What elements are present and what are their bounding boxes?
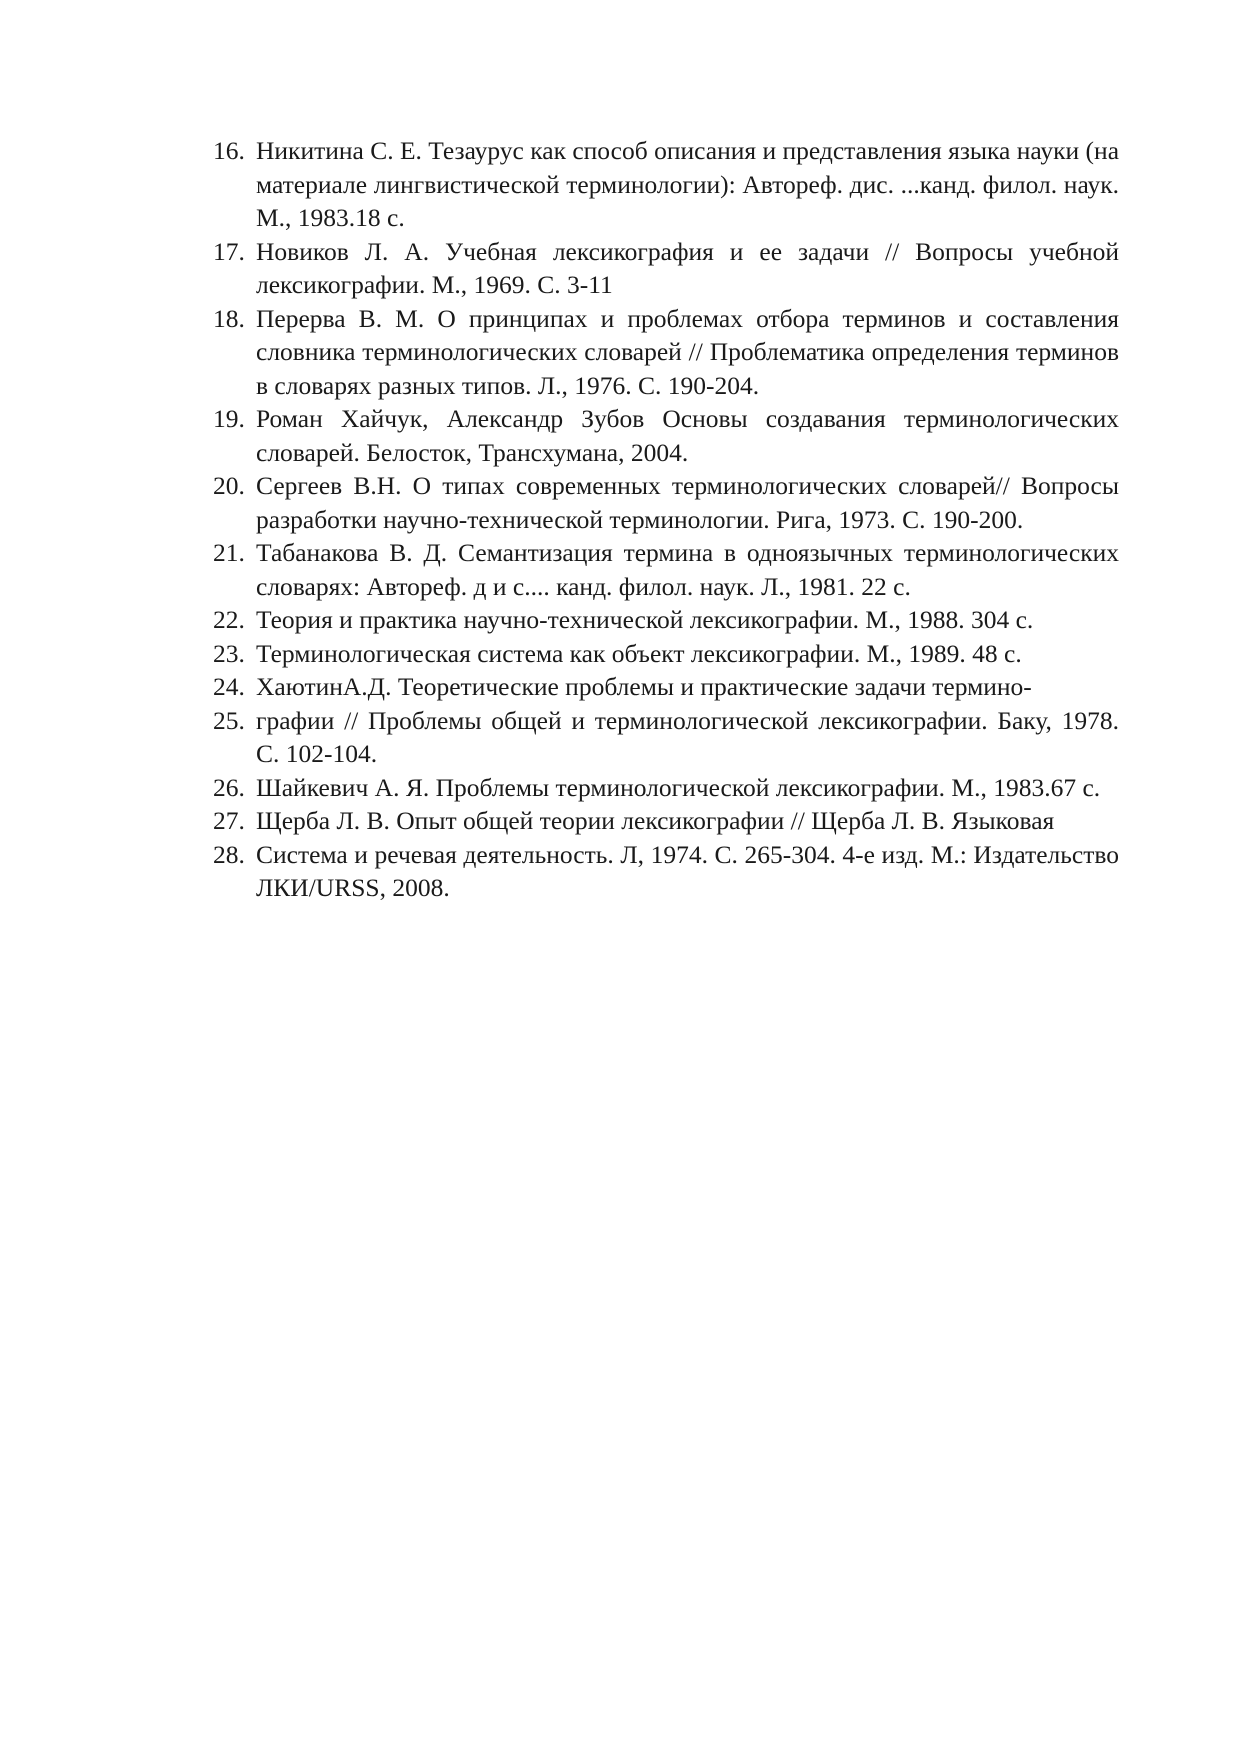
- reference-number: 20.: [213, 471, 245, 500]
- reference-item: [213, 536, 1119, 603]
- reference-item: [213, 804, 1119, 838]
- reference-item: [213, 838, 1119, 905]
- reference-number: 28.: [213, 839, 245, 869]
- reference-number: 17.: [213, 236, 245, 266]
- reference-item: [213, 402, 1119, 469]
- reference-text: Никитина С. Е. Тезаурус как способ описания и представления языка науки (на материале лингвистической терминологии): Автореф. дис. ...канд. филол. наук. М., 1983.18 с.: [256, 136, 1120, 232]
- reference-list: [213, 134, 1119, 905]
- reference-number: 23.: [213, 638, 245, 668]
- reference-number: 21.: [213, 538, 245, 567]
- reference-item: [213, 637, 1119, 671]
- reference-number: 16.: [213, 136, 245, 165]
- reference-number: 27.: [213, 806, 245, 835]
- reference-number: 26.: [213, 772, 245, 802]
- reference-number: 19.: [213, 404, 245, 433]
- reference-item: [213, 302, 1119, 403]
- reference-text: Теория и практика научно-технической лексикографии. М., 1988. 304 с.: [256, 605, 1034, 634]
- reference-number: 25.: [213, 705, 245, 735]
- reference-text: Шайкевич А. Я. Проблемы терминологической лексикографии. М., 1983.67 с.: [256, 772, 1101, 802]
- reference-text: Сергеев В.Н. О типах современных терминологических словарей// Вопросы разработки научно-технической терминологии. Рига, 1973. С. 190-200.: [256, 471, 1119, 534]
- reference-text: Роман Хайчук, Александр Зубов Основы создавания терминологических словарей. Белосток, Трансхумана, 2004.: [256, 404, 1119, 467]
- reference-text: Перерва В. М. О принципах и проблемах отбора терминов и составления словника терминологических словарей // Проблематика определения терминов в словарях разных типов. Л., 1976. С. 190-204.: [256, 303, 1119, 400]
- reference-number: 18.: [213, 303, 245, 333]
- reference-item: [213, 670, 1119, 704]
- reference-item: [213, 771, 1119, 805]
- reference-number: 24.: [213, 672, 245, 701]
- reference-text: ХаютинА.Д. Теоретические проблемы и практические задачи термино-: [256, 672, 1032, 701]
- reference-text: Терминологическая система как объект лексикографии. М., 1989. 48 с.: [256, 638, 1022, 668]
- reference-number: 22.: [213, 605, 245, 634]
- reference-item: [213, 235, 1119, 302]
- reference-item: [213, 603, 1119, 637]
- reference-text: Новиков Л. А. Учебная лексикография и ее задачи // Вопросы учебной лексикографии. М., 1969. С. 3-11: [256, 236, 1119, 299]
- reference-text: Табанакова В. Д. Семантизация термина в одноязычных терминологических словарях: Автореф. д и с.... канд. филол. наук. Л., 1981. 22 с.: [256, 538, 1119, 601]
- reference-item: [213, 134, 1119, 235]
- reference-item: [213, 469, 1119, 536]
- reference-text: Щерба Л. В. Опыт общей теории лексикографии // Щерба Л. В. Языковая: [256, 806, 1055, 835]
- reference-item: [213, 704, 1119, 771]
- reference-text: Система и речевая деятельность. Л, 1974. С. 265-304. 4-е изд. М.: Издательство ЛКИ/URSS, 2008.: [256, 839, 1119, 902]
- reference-text: графии // Проблемы общей и терминологической лексикографии. Баку, 1978. С. 102-104.: [256, 705, 1119, 768]
